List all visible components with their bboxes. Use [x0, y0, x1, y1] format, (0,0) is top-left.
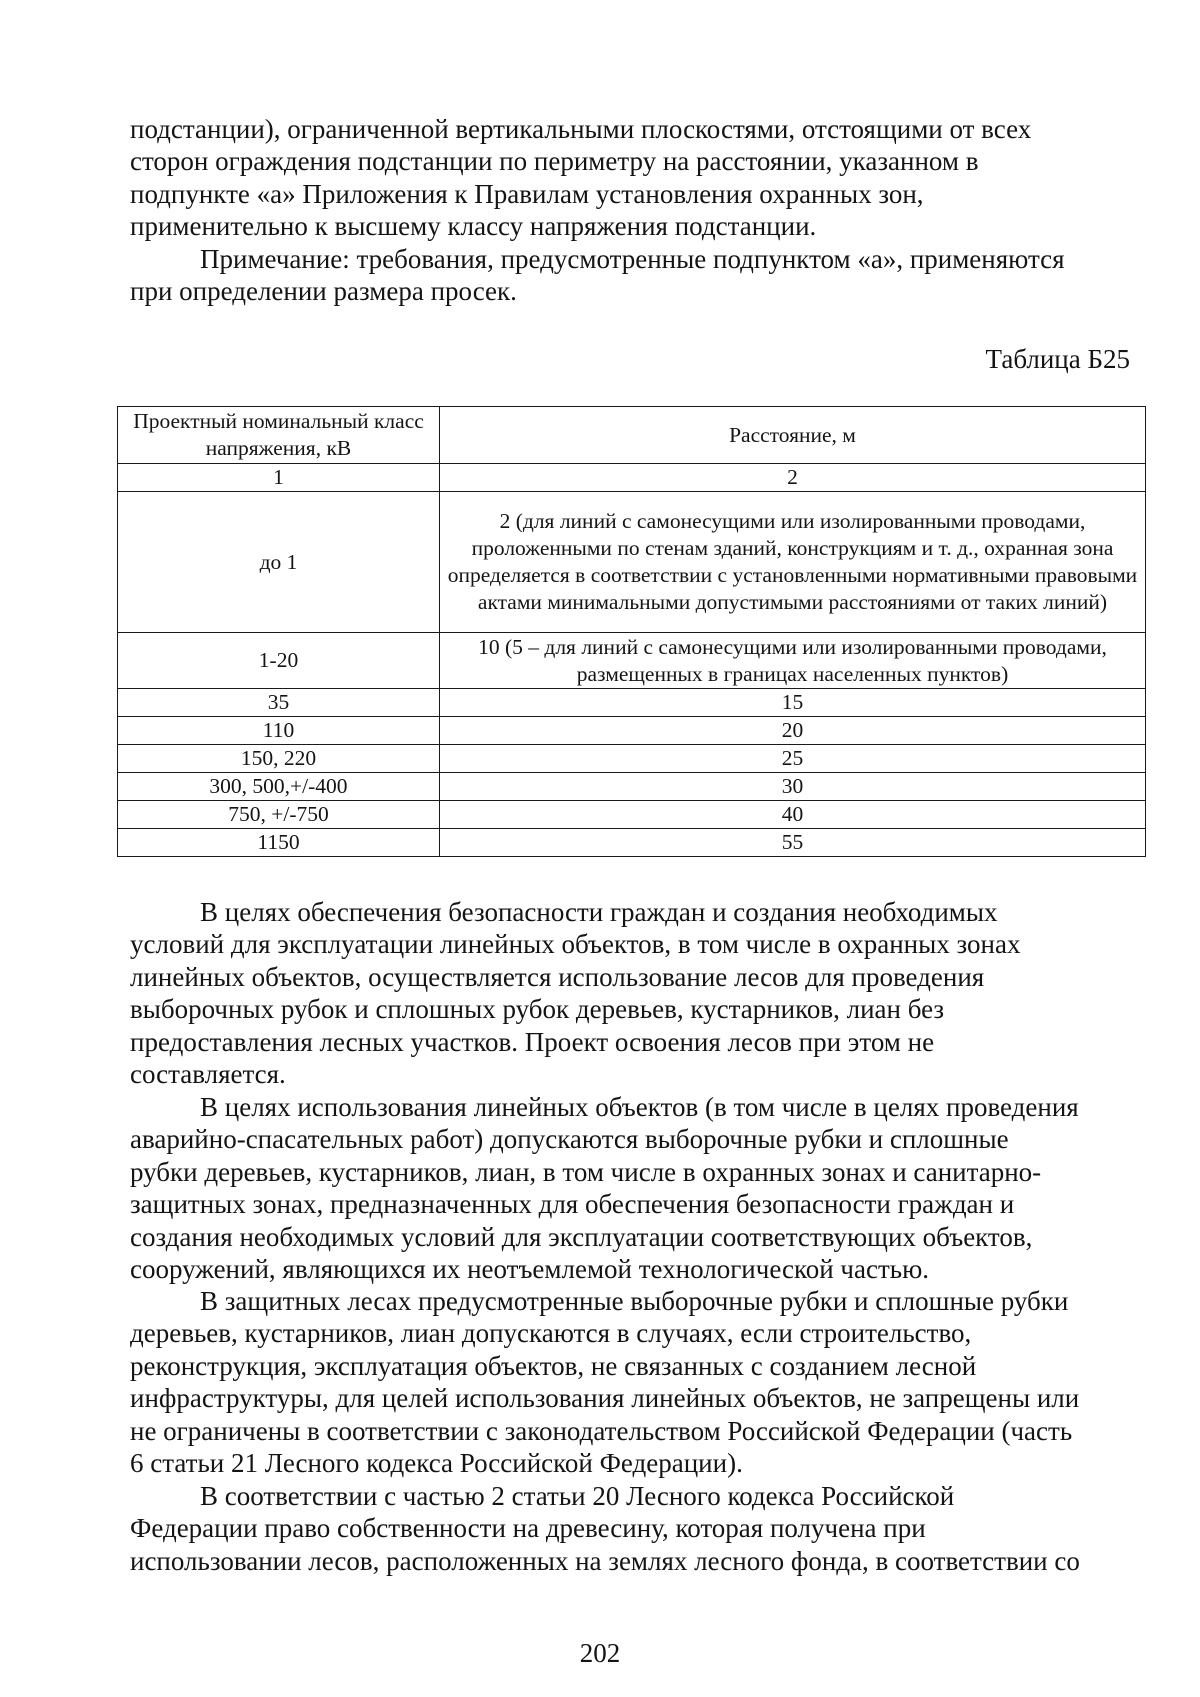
- table-row: [118, 633, 1146, 689]
- body-paragraph: В соответствии с частью 2 статьи 20 Лесного кодекса Российской Федерации право собственности на древесину, которая получена при использовании лесов, расположенных на землях лесного фонда, в соответствии со: [130, 1481, 1080, 1576]
- distance-cell: 40: [440, 801, 1146, 829]
- table-caption: Таблица Б25: [985, 344, 1130, 374]
- voltage-cell: до 1: [118, 492, 440, 633]
- distance-cell: 25: [440, 745, 1146, 773]
- body-paragraph: В целях использования линейных объектов (в том числе в целях проведения аварийно-спасательных работ) допускаются выборочные рубки и сплошные рубки деревьев, кустарников, лиан, в том числе в охранных зонах и санитарно- защитных зонах, предназначенных для обеспечения безопасности граждан и создания необходимых условий для эксплуатации соответствующих объектов, сооружений, являющихся их неотъемлемой технологической частью.: [130, 1092, 1079, 1285]
- distance-cell: 15: [440, 689, 1146, 717]
- body-paragraph: В целях обеспечения безопасности граждан и создания необходимых условий для эксплуатации линейных объектов, в том числе в охранных зонах линейных объектов, осуществляется использование лесов для проведения выборочных рубок и сплошных рубок деревьев, кустарников, лиан без предоставления лесных участков. Проект освоения лесов при этом не составляется.: [130, 897, 1021, 1090]
- note-paragraph: Примечание: требования, предусмотренные подпунктом «а», применяются при определении размера просек.: [130, 244, 1065, 307]
- voltage-cell: 35: [118, 689, 440, 717]
- table-row: [118, 829, 1146, 857]
- table-row: [118, 773, 1146, 801]
- table-row: [118, 801, 1146, 829]
- distance-cell: 10 (5 – для линий с самонесущими или изолированными проводами, размещенных в границах населенных пунктов): [440, 633, 1146, 689]
- table-row: [118, 689, 1146, 717]
- distance-cell: 2 (для линий с самонесущими или изолированными проводами, проложенными по стенам зданий, конструкциям и т. д., охранная зона определяется в соответствии с установленными нормативными правовыми актами минимальными допустимыми расстояниями от таких линий): [440, 492, 1146, 633]
- column-number: 2: [440, 464, 1146, 492]
- intro-paragraph: подстанции), ограниченной вертикальными плоскостями, отстоящими от всех сторон ограждения подстанции по периметру на расстоянии, указанном в подпункте «а» Приложения к Правилам установления охранных зон, применительно к высшему классу напряжения подстанции.: [130, 114, 1032, 242]
- body-paragraph: В защитных лесах предусмотренные выборочные рубки и сплошные рубки деревьев, кустарников, лиан допускаются в случаях, если строительство, реконструкция, эксплуатация объектов, не связанных с созданием лесной инфраструктуры, для целей использования линейных объектов, не запрещены или не ограничены в соответствии с законодательством Российской Федерации (часть 6 статьи 21 Лесного кодекса Российской Федерации).: [130, 1286, 1080, 1479]
- header-voltage-class: Проектный номинальный класс напряжения, кВ: [118, 407, 440, 464]
- column-number: 1: [118, 464, 440, 492]
- distance-cell: 20: [440, 717, 1146, 745]
- header-distance: Расстояние, м: [440, 407, 1146, 464]
- voltage-cell: 300, 500,+/-400: [118, 773, 440, 801]
- voltage-cell: 110: [118, 717, 440, 745]
- voltage-cell: 1150: [118, 829, 440, 857]
- distance-cell: 30: [440, 773, 1146, 801]
- voltage-cell: 750, +/-750: [118, 801, 440, 829]
- table-header-row: [118, 407, 1146, 464]
- distance-cell: 55: [440, 829, 1146, 857]
- voltage-cell: 1-20: [118, 633, 440, 689]
- page-number: 202: [579, 1638, 621, 1668]
- table-numbering-row: [118, 464, 1146, 492]
- voltage-cell: 150, 220: [118, 745, 440, 773]
- table-row: [118, 745, 1146, 773]
- table-row: [118, 492, 1146, 633]
- table-row: [118, 717, 1146, 745]
- voltage-distance-table: [117, 406, 1146, 857]
